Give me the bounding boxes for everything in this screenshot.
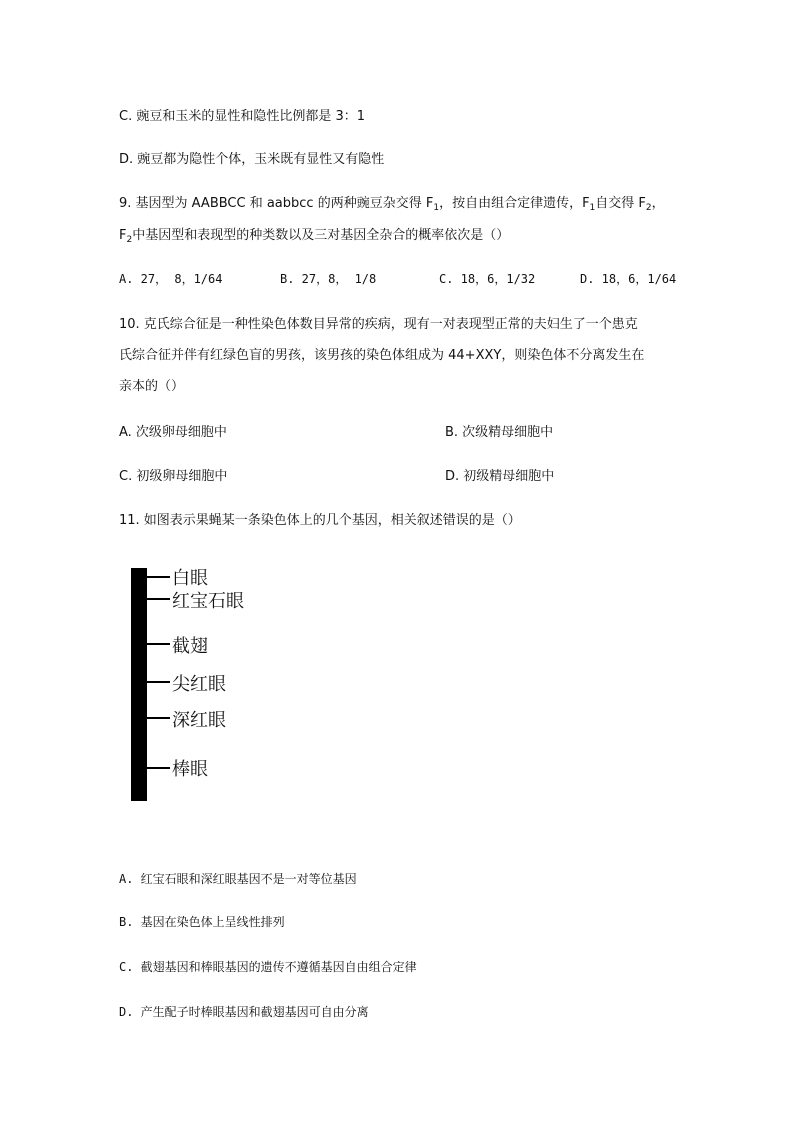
gene-label-bar-eye: 棒眼 xyxy=(172,759,208,780)
gene-tick xyxy=(147,576,170,578)
q9-text: 自交得 F xyxy=(595,196,646,211)
q9-text: 9. 基因型为 AABBCC 和 aabbcc 的两种豌豆杂交得 F xyxy=(119,196,434,211)
gene-label-deep-red-eye: 深红眼 xyxy=(172,710,226,731)
gene-label-white-eye: 白眼 xyxy=(172,568,208,589)
gene-tick xyxy=(147,643,170,645)
gene-label-cut-wing: 截翅 xyxy=(172,636,208,657)
gene-tick xyxy=(147,767,170,769)
q9-text: 中基因型和表现型的种类数以及三对基因全杂合的概率依次是（） xyxy=(132,228,510,243)
q8-option-c: C. 豌豆和玉米的显性和隐性比例都是 3：1 xyxy=(119,109,366,124)
gene-tick xyxy=(147,598,170,600)
q9-text: ，按自由组合定律遗传，F xyxy=(439,196,590,211)
q9-text: ， xyxy=(651,196,665,211)
q9-text: F xyxy=(119,228,127,243)
q9-option-a: A. 27， 8，1/64 xyxy=(119,272,223,286)
q9-option-d: D. 18，6，1/64 xyxy=(580,272,677,286)
q9-stem-line2 xyxy=(119,224,509,243)
subscript: 1 xyxy=(433,203,440,213)
chromosome-bar xyxy=(131,568,147,801)
q11-option-d: D. 产生配子时棒眼基因和截翅基因可自由分离 xyxy=(119,1005,369,1019)
q10-option-d: D. 初级精母细胞中 xyxy=(445,469,555,484)
gene-tick xyxy=(147,717,170,719)
q11-option-a: A. 红宝石眼和深红眼基因不是一对等位基因 xyxy=(119,872,357,886)
gene-label-ruby-eye: 红宝石眼 xyxy=(172,591,244,612)
subscript: 2 xyxy=(645,203,652,213)
q11-option-c: C. 截翅基因和棒眼基因的遗传不遵循基因自由组合定律 xyxy=(119,960,417,974)
q10-option-b: B. 次级精母细胞中 xyxy=(445,425,554,440)
q11-stem: 11. 如图表示果蝇某一条染色体上的几个基因，相关叙述错误的是（） xyxy=(119,513,521,528)
q9-option-b: B. 27，8， 1/8 xyxy=(280,272,377,286)
subscript: 1 xyxy=(589,203,596,213)
subscript: 2 xyxy=(126,235,133,245)
gene-label-vermilion-eye: 尖红眼 xyxy=(172,674,226,695)
q10-option-a: A. 次级卵母细胞中 xyxy=(119,425,227,440)
gene-tick xyxy=(147,681,170,683)
q10-stem-line1: 10. 克氏综合征是一种性染色体数目异常的疾病，现有一对表现型正常的夫妇生了一个患克 xyxy=(119,317,638,332)
q10-stem-line2: 氏综合征并伴有红绿色盲的男孩，该男孩的染色体组成为 44+XXY，则染色体不分离发生在 xyxy=(119,348,645,363)
q10-stem-line3: 亲本的（） xyxy=(119,379,185,394)
q9-option-c: C. 18，6，1/32 xyxy=(439,272,536,286)
q11-option-b: B. 基因在染色体上呈线性排列 xyxy=(119,915,285,929)
q10-option-c: C. 初级卵母细胞中 xyxy=(119,469,228,484)
q8-option-d: D. 豌豆都为隐性个体，玉米既有显性又有隐性 xyxy=(119,152,385,167)
q9-stem-line1 xyxy=(119,192,665,211)
